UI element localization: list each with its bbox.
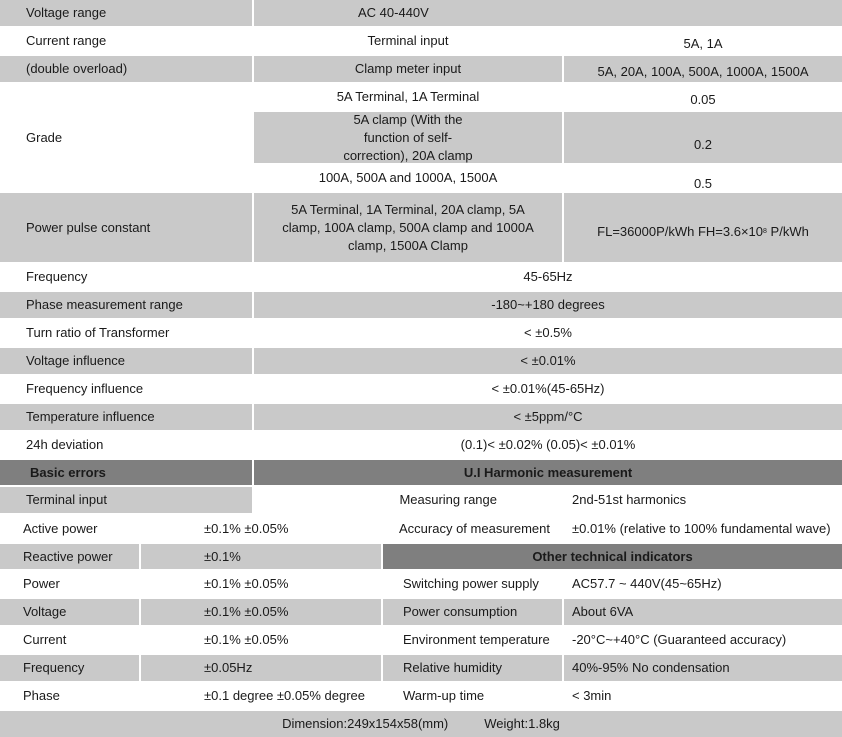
spec-label: Temperature influence [0, 404, 252, 430]
spec-label: 24h deviation [0, 432, 252, 458]
voltage-range-label: Voltage range [0, 0, 252, 26]
basic-error-value: ±0.05Hz [141, 655, 381, 681]
basic-error-label: Phase [0, 683, 139, 709]
harmonic-row-label: Measuring range [254, 487, 562, 513]
basic-error-value: ±0.1% ±0.05% [141, 627, 381, 653]
other-row-label: Relative humidity [383, 655, 562, 681]
spec-label: Frequency [0, 264, 252, 290]
other-row-label: Warm-up time [383, 683, 562, 709]
basic-error-value: ±0.1% ±0.05% [141, 599, 381, 625]
basic-error-value: ±0.1% ±0.05% [141, 515, 381, 542]
grade-row-value: 0.05 [564, 84, 842, 110]
grade-row-desc: 5A Terminal, 1A Terminal [254, 84, 562, 110]
basic-error-label: Voltage [0, 599, 139, 625]
basic-error-label: Reactive power [0, 544, 139, 569]
dimension-text: Dimension:249x154x58(mm) [282, 716, 449, 731]
harmonic-header: U.I Harmonic measurement [254, 460, 842, 485]
clamp-meter-input-label: Clamp meter input [254, 56, 562, 82]
power-pulse-value-main: FL=36000P/kWh FH=3.6×10 [597, 223, 764, 239]
basic-error-value: ±0.1% [141, 544, 381, 569]
other-row-value: About 6VA [564, 599, 842, 625]
grade-row-desc: 5A clamp (With the function of self-correction), 20A clamp [254, 112, 562, 163]
spec-label: Turn ratio of Transformer [0, 320, 252, 346]
spec-value: < ±0.01%(45-65Hz) [254, 376, 842, 402]
basic-error-value: ±0.1 degree ±0.05% degree [141, 683, 381, 709]
grade-row-desc: 100A, 500A and 1000A, 1500A [254, 165, 562, 191]
spec-value: (0.1)< ±0.02% (0.05)< ±0.01% [254, 432, 842, 458]
basic-errors-subheader: Terminal input [0, 487, 252, 513]
basic-error-label: Active power [0, 515, 139, 542]
spec-value: < ±5ppm/°C [254, 404, 842, 430]
spec-value: < ±0.5% [254, 320, 842, 346]
weight-text: Weight:1.8kg [484, 716, 560, 731]
other-row-label: Environment temperature [383, 627, 562, 653]
other-row-value: < 3min [564, 683, 842, 709]
grade-row-value: 0.5 [564, 165, 842, 191]
basic-error-label: Power [0, 571, 139, 597]
other-row-label: Switching power supply [383, 571, 562, 597]
basic-error-value: ±0.1% ±0.05% [141, 571, 381, 597]
other-row-value: 40%-95% No condensation [564, 655, 842, 681]
grade-row-value: 0.2 [564, 112, 842, 163]
basic-error-label: Frequency [0, 655, 139, 681]
grade-label: Grade [0, 84, 252, 191]
spec-label: Phase measurement range [0, 292, 252, 318]
power-pulse-label: Power pulse constant [0, 193, 252, 262]
power-pulse-value-unit: P/kWh [766, 223, 809, 239]
other-row-value: -20°C~+40°C (Guaranteed accuracy) [564, 627, 842, 653]
basic-error-label: Current [0, 627, 139, 653]
other-row-value: AC57.7 ~ 440V(45~65Hz) [564, 571, 842, 597]
clamp-meter-input-value: 5A, 20A, 100A, 500A, 1000A, 1500A [564, 56, 842, 82]
double-overload-label: (double overload) [0, 56, 252, 82]
spec-value: -180~+180 degrees [254, 292, 842, 318]
harmonic-row-value: ±0.01% (relative to 100% fundamental wave) [564, 515, 842, 542]
terminal-input-value: 5A, 1A [564, 28, 842, 54]
power-pulse-value: FL=36000P/kWh FH=3.6×10 8 P/kWh [564, 193, 842, 262]
harmonic-row-value: 2nd-51st harmonics [564, 487, 842, 513]
spec-value: < ±0.01% [254, 348, 842, 374]
spec-label: Voltage influence [0, 348, 252, 374]
other-indicators-header: Other technical indicators [383, 544, 842, 569]
other-row-label: Power consumption [383, 599, 562, 625]
spec-value: 45-65Hz [254, 264, 842, 290]
basic-errors-header: Basic errors [0, 460, 252, 485]
footer-row [0, 711, 842, 737]
voltage-range-value: AC 40-440V [254, 0, 842, 26]
current-range-label: Current range [0, 28, 252, 54]
power-pulse-desc: 5A Terminal, 1A Terminal, 20A clamp, 5A clamp, 100A clamp, 500A clamp and 1000A clamp, 1500A Clamp [254, 193, 562, 262]
harmonic-row-label: Accuracy of measurement [383, 515, 562, 542]
terminal-input-label: Terminal input [254, 28, 562, 54]
spec-label: Frequency influence [0, 376, 252, 402]
